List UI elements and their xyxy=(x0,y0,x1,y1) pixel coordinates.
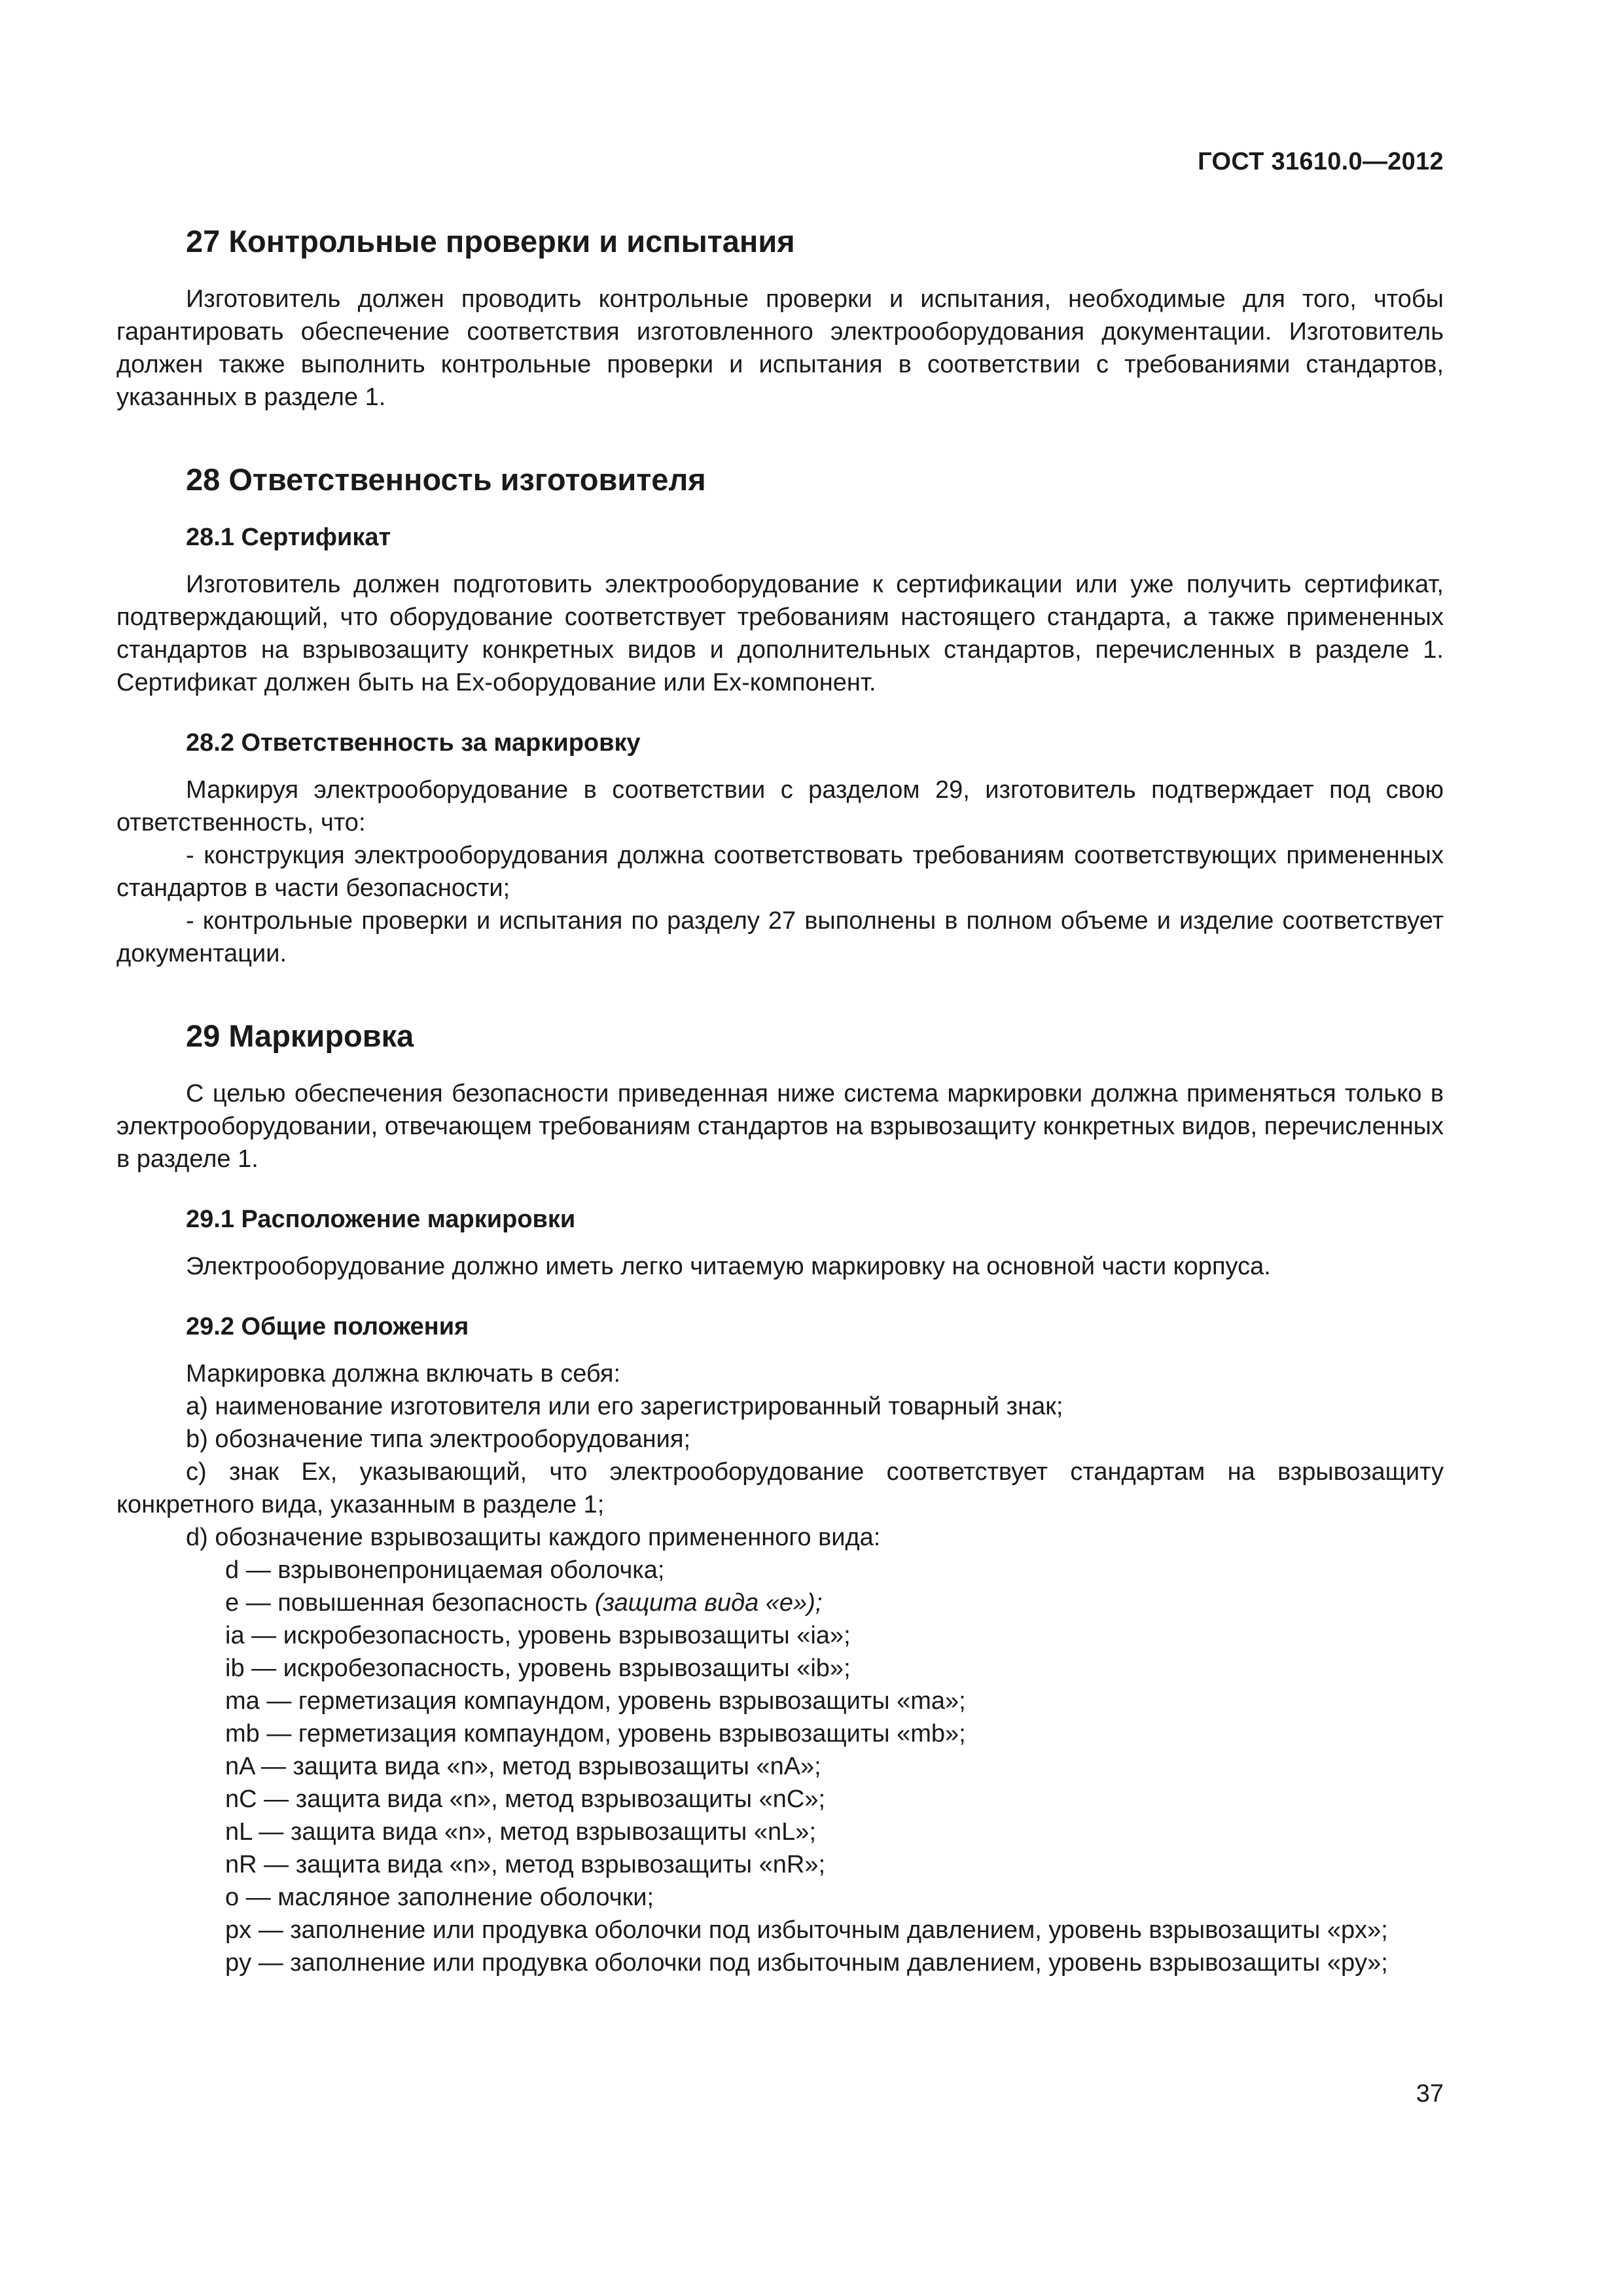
protection-type-item: ia — искробезопасность, уровень взрывозащиты «ia»; xyxy=(225,1622,851,1649)
document-page xyxy=(116,0,1444,2296)
protection-type-item: ma — герметизация компаундом, уровень взрывозащиты «ma»; xyxy=(225,1687,966,1715)
section-27-title: 27 Контрольные проверки и испытания xyxy=(186,224,795,259)
subsection-28-2-paragraph: Маркируя электрооборудование в соответствии с разделом 29, изготовитель подтверждает под свою ответственность, что: xyxy=(116,776,1444,836)
list-item: - конструкция электрооборудования должна соответствовать требованиям соответствующих примененных стандартов в части безопасности; xyxy=(116,842,1444,902)
page-content xyxy=(116,223,1444,1979)
protection-type-item xyxy=(225,1587,1444,1619)
subsection-28-1-paragraph: Изготовитель должен подготовить электрооборудование к сертификации или уже получить сертификат, подтверждающий, что оборудование соответствует требованиям настоящего стандарта, а также примененных стандартов на взрывозащиту конкретных видов и дополнительных стандартов, перечисленных в разделе 1. Сертификат должен быть на Ex-оборудование или Ex-компонент. xyxy=(116,571,1444,696)
protection-type-item: d — взрывонепроницаемая оболочка; xyxy=(225,1556,665,1584)
protection-type-item: o — масляное заполнение оболочки; xyxy=(225,1884,654,1911)
protection-type-item: nR — защита вида «n», метод взрывозащиты «nR»; xyxy=(225,1851,826,1878)
subsection-28-2-title: 28.2 Ответственность за маркировку xyxy=(186,729,641,757)
document-id-header: ГОСТ 31610.0—2012 xyxy=(1198,148,1444,175)
protection-type-item: py — заполнение или продувка оболочки под избыточным давлением, уровень взрывозащиты «py»; xyxy=(225,1949,1388,1977)
list-item: d) обозначение взрывозащиты каждого примененного вида: xyxy=(186,1524,881,1551)
list-item: a) наименование изготовителя или его зарегистрированный товарный знак; xyxy=(186,1393,1063,1420)
subsection-29-2-intro: Маркировка должна включать в себя: xyxy=(186,1360,620,1388)
section-29-paragraph: С целью обеспечения безопасности приведенная ниже система маркировки должна применяться только в электрооборудовании, отвечающем требованиям стандартов на взрывозащиту конкретных видов, перечисленных в разделе 1. xyxy=(116,1080,1444,1173)
protection-type-item: nL — защита вида «n», метод взрывозащиты «nL»; xyxy=(225,1818,817,1846)
page-number: 37 xyxy=(1416,2080,1444,2108)
protection-type-item: px — заполнение или продувка оболочки под избыточным давлением, уровень взрывозащиты «px»; xyxy=(225,1916,1388,1944)
subsection-29-1-paragraph: Электрооборудование должно иметь легко читаемую маркировку на основной части корпуса. xyxy=(186,1253,1271,1280)
list-item: c) знак Ex, указывающий, что электрооборудование соответствует стандартам на взрывозащиту конкретного вида, указанным в разделе 1; xyxy=(116,1458,1444,1518)
subsection-28-1-title: 28.1 Сертификат xyxy=(186,524,391,551)
section-28-title: 28 Ответственность изготовителя xyxy=(186,462,706,497)
subsection-29-1-title: 29.1 Расположение маркировки xyxy=(186,1206,576,1233)
section-27-paragraph: Изготовитель должен проводить контрольные проверки и испытания, необходимые для того, чтобы гарантировать обеспечение соответствия изготовленного электрооборудования документации. Изготовитель должен также выполнить контрольные проверки и испытания в соответствии с требованиями стандартов, указанных в разделе 1. xyxy=(116,285,1444,411)
protection-type-item: ib — искробезопасность, уровень взрывозащиты «ib»; xyxy=(225,1655,851,1682)
list-item: b) обозначение типа электрооборудования; xyxy=(186,1426,691,1453)
protection-type-item: mb — герметизация компаундом, уровень взрывозащиты «mb»; xyxy=(225,1720,966,1748)
protection-type-italic-note: (защита вида «е»); xyxy=(594,1589,823,1617)
protection-type-item: nA — защита вида «n», метод взрывозащиты «nA»; xyxy=(225,1753,821,1780)
protection-type-text: e — повышенная безопасность xyxy=(225,1589,595,1617)
list-item: - контрольные проверки и испытания по разделу 27 выполнены в полном объеме и изделие соответствует документации. xyxy=(116,907,1444,967)
subsection-29-2-title: 29.2 Общие положения xyxy=(186,1313,469,1340)
section-29-title: 29 Маркировка xyxy=(186,1018,414,1053)
protection-types-list xyxy=(116,1554,1444,1979)
protection-type-item: nC — защита вида «n», метод взрывозащиты «nC»; xyxy=(225,1785,826,1813)
